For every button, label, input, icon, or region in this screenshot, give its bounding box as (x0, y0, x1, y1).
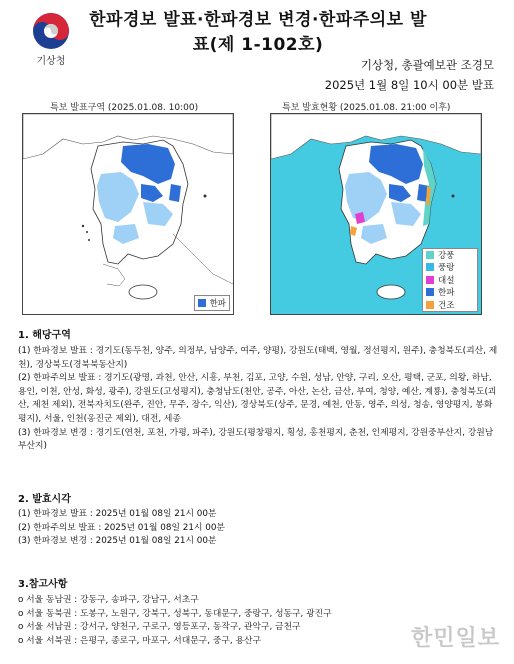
watermark: 한민일보 (410, 626, 500, 651)
left-map (22, 113, 234, 315)
legend-label: 풍랑 (438, 263, 455, 274)
section-2-item: (1) 한파경보 발표 : 2025년 01월 08일 21시 00분 (18, 509, 217, 519)
left-map-graphic (23, 114, 233, 314)
left-map-caption: 특보 발표구역 (2025.01.08. 10:00) (50, 103, 199, 113)
section-2-item: (3) 한파경보 변경 : 2025년 01월 08일 21시 00분 (18, 536, 217, 547)
left-legend-label: 한파 (209, 299, 226, 309)
legend-label: 한파 (438, 288, 455, 299)
section-3-item: o 서울 동남권 : 강동구, 송파구, 강남구, 서초구 (18, 595, 199, 605)
section-1-item: (2) 한파주의보 발표 : 경기도(광명, 과천, 안산, 시흥, 부천, 김포, 고양, 수원, 성남, 안양, 구리, 오산, 평택, 군포, 의왕, 하남, 용인, 이천, 안성, 화성, 광주), 강원도(고성평지), 충청남도(천안, 공주, 아산, 논산, 금산, 부여, 청양, 예산, 계룡), 충청북도(괴산, 제천 제외), 전북자치도(완주, 진안, 무주, 장수, 익산), 경상북도(상주, 문경, 예천, 안동, 영주, 의성, 청송, 영양평지, 봉화평지), 서울, 인천(옹진군 제외), 대전, 세종 (18, 373, 497, 424)
section-2-item: (2) 한파주의보 발표 : 2025년 01월 08일 21시 00분 (18, 522, 225, 533)
issuer: 기상청, 총괄예보관 조경모 (360, 58, 494, 72)
legend-swatch (426, 288, 434, 296)
legend-swatch (426, 301, 434, 309)
section-3-item: o 서울 동북권 : 도봉구, 노원구, 강북구, 성북구, 동대문구, 중랑구, 성동구, 광진구 (18, 608, 332, 619)
agency-logo (22, 12, 80, 74)
taegeuk-logo-icon (32, 12, 70, 50)
section-1-item: (3) 한파경보 변경 : 경기도(연천, 포천, 가평, 파주), 강원도(평창평지, 횡성, 홍천평지, 춘천, 인제평지, 강원중부산지, 강원남부산지) (18, 427, 494, 452)
section-1-title: 1. 해당구역 (18, 330, 71, 341)
right-map-caption: 특보 발효현황 (2025.01.08. 21:00 이후) (282, 103, 451, 113)
section-2-body (18, 508, 498, 549)
section-2-title: 2. 발효시각 (18, 494, 71, 505)
legend-item-high-seas (423, 261, 477, 274)
bulletin-title: 한파경보 발표·한파경보 변경·한파주의보 발표(제 1-102호) (89, 10, 427, 55)
legend-item-strong-wind (423, 249, 477, 262)
legend-item-cold-wave (423, 286, 477, 299)
legend-item-dry (423, 299, 477, 312)
cold-wave-swatch (198, 299, 206, 307)
legend-label: 건조 (438, 300, 455, 311)
legend-label: 대설 (438, 275, 455, 286)
legend-swatch (426, 276, 434, 284)
issue-time: 2025년 1월 8일 10시 00분 발표 (324, 78, 494, 92)
legend-label: 강풍 (438, 250, 455, 261)
section-3-title: 3.참고사항 (18, 579, 68, 590)
section-3-item: o 서울 서북권 : 은평구, 종로구, 마포구, 서대문구, 중구, 용산구 (18, 635, 261, 646)
legend-swatch (426, 263, 434, 271)
right-map (270, 113, 482, 315)
agency-logo-text: 기상청 (36, 56, 66, 67)
left-map-legend (194, 295, 230, 311)
section-1-body (18, 345, 498, 454)
legend-swatch (426, 251, 434, 259)
section-3-item: o 서울 서남권 : 강서구, 양천구, 구로구, 영등포구, 동작구, 관악구, 금천구 (18, 622, 301, 633)
section-1-item: (1) 한파경보 발표 : 경기도(동두천, 양주, 의정부, 남양주, 여주, 양평), 강원도(태백, 영월, 정선평지, 원주), 충청북도(괴산, 제천), 경상북도(경북북동산지) (18, 346, 498, 370)
legend-item-heavy-snow (423, 274, 477, 287)
right-map-legend (422, 248, 478, 313)
